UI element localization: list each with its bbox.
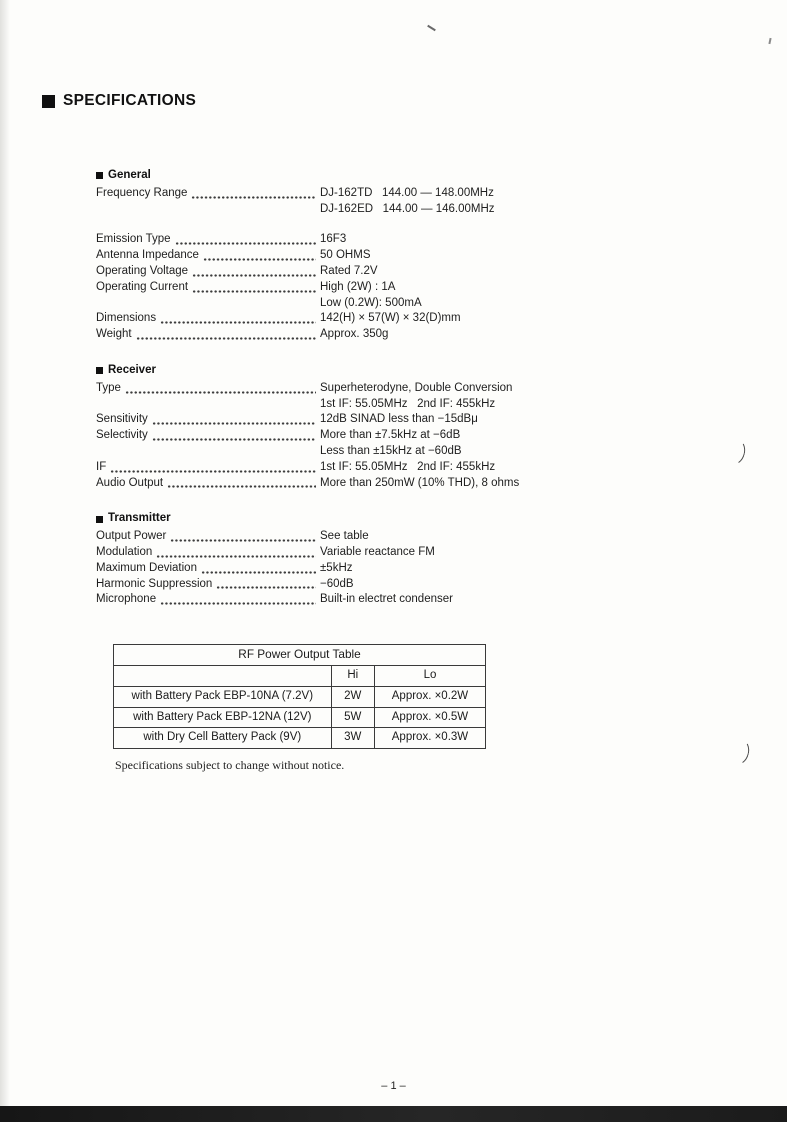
rf-table-cell: 3W xyxy=(331,728,374,749)
spec-value: More than 250mW (10% THD), 8 ohms xyxy=(320,476,520,489)
spec-value: Rated 7.2V xyxy=(320,264,378,277)
spec-row xyxy=(96,311,566,327)
spec-label: Maximum Deviation xyxy=(96,561,197,574)
spec-value: DJ-162TD 144.00 — 148.00MHz xyxy=(320,186,494,199)
spec-label: Antenna Impedance xyxy=(96,249,199,262)
spec-label: Selectivity xyxy=(96,429,148,442)
square-bullet-icon xyxy=(96,367,103,374)
dot-leader xyxy=(175,242,316,245)
spec-row xyxy=(96,412,566,428)
spec-row xyxy=(96,248,566,264)
dot-leader xyxy=(192,290,316,293)
spec-label: Frequency Range xyxy=(96,186,188,199)
section-receiver xyxy=(96,363,566,491)
spec-label: Type xyxy=(96,381,121,394)
scan-artifact-tick xyxy=(427,25,436,31)
rf-table-cell: 2W xyxy=(331,686,374,707)
rf-table-header-lo: Lo xyxy=(374,665,485,686)
spec-row xyxy=(96,280,566,312)
rf-table-cell: with Battery Pack EBP-12NA (12V) xyxy=(114,707,332,728)
rf-table-cell: Approx. ×0.5W xyxy=(374,707,485,728)
dot-leader xyxy=(152,438,316,441)
spec-label: Weight xyxy=(96,328,132,341)
spec-row xyxy=(96,381,566,413)
spec-value: 16F3 xyxy=(320,233,347,246)
spec-value: −60dB xyxy=(320,577,354,590)
scan-artifact-curve xyxy=(724,736,752,768)
spec-row xyxy=(96,577,566,593)
spec-label: Microphone xyxy=(96,593,157,606)
spec-value: Approx. 350g xyxy=(320,328,389,341)
section-heading-label: General xyxy=(108,169,151,181)
spec-value: DJ-162ED 144.00 — 146.00MHz xyxy=(320,202,495,215)
dot-leader xyxy=(201,571,316,574)
rf-table-header-blank xyxy=(114,665,332,686)
spec-label: Operating Voltage xyxy=(96,264,189,277)
rf-table-row xyxy=(114,686,486,707)
dot-leader xyxy=(160,602,316,605)
spec-row xyxy=(96,264,566,280)
rf-table-cell: 5W xyxy=(331,707,374,728)
spec-row xyxy=(96,327,566,343)
dot-leader xyxy=(156,555,316,558)
spec-value: Built-in electret condenser xyxy=(320,593,453,606)
spec-value: High (2W) : 1A xyxy=(320,280,396,293)
rf-power-output-table xyxy=(113,644,486,749)
square-bullet-icon xyxy=(42,95,55,108)
spec-label: Dimensions xyxy=(96,312,157,325)
spec-value: Variable reactance FM xyxy=(320,545,435,558)
section-general xyxy=(96,168,566,343)
page-title-block xyxy=(42,92,196,110)
page-title: SPECIFICATIONS xyxy=(63,92,197,109)
footnote: Specifications subject to change without notice. xyxy=(115,758,345,773)
rf-table-header-row xyxy=(114,665,486,686)
spec-value: See table xyxy=(320,530,369,543)
dot-leader xyxy=(125,391,316,394)
spec-value: More than ±7.5kHz at −6dB xyxy=(320,429,461,442)
spec-label: Output Power xyxy=(96,530,167,543)
spec-row xyxy=(96,232,566,248)
rf-table-title-row xyxy=(114,645,486,666)
spec-row xyxy=(96,529,566,545)
spec-value: Low (0.2W): 500mA xyxy=(320,296,422,309)
spec-row xyxy=(96,186,566,218)
rf-table-cell: with Battery Pack EBP-10NA (7.2V) xyxy=(114,686,332,707)
scan-bottom-edge xyxy=(0,1106,787,1122)
dot-leader xyxy=(216,586,316,589)
spec-label: Sensitivity xyxy=(96,413,148,426)
section-heading xyxy=(96,511,566,527)
spec-row xyxy=(96,592,566,608)
spec-row xyxy=(96,561,566,577)
spec-value: 50 OHMS xyxy=(320,249,371,262)
spec-label: Audio Output xyxy=(96,476,164,489)
dot-leader xyxy=(192,274,316,277)
spec-value: 142(H) × 57(W) × 32(D)mm xyxy=(320,312,461,325)
section-heading-label: Receiver xyxy=(108,363,156,376)
spec-value: 1st IF: 55.05MHz 2nd IF: 455kHz xyxy=(320,397,496,410)
spec-label: Harmonic Suppression xyxy=(96,577,213,590)
dot-leader xyxy=(203,258,316,261)
rf-table-cell: Approx. ×0.3W xyxy=(374,728,485,749)
spec-value: ±5kHz xyxy=(320,561,353,574)
spec-value: Superheterodyne, Double Conversion xyxy=(320,381,513,394)
spec-row xyxy=(96,428,566,460)
dot-leader xyxy=(160,321,316,324)
spec-label: IF xyxy=(96,460,107,473)
square-bullet-icon xyxy=(96,172,103,179)
spec-label: Operating Current xyxy=(96,280,189,293)
rf-table-title: RF Power Output Table xyxy=(114,645,486,666)
dot-leader xyxy=(110,470,316,473)
scan-artifact-curve xyxy=(720,436,748,468)
spec-value: 1st IF: 55.05MHz 2nd IF: 455kHz xyxy=(320,460,496,473)
dot-leader xyxy=(167,485,316,488)
spec-label: Modulation xyxy=(96,545,153,558)
scan-edge-shading xyxy=(0,0,10,1122)
page-number: – 1 – xyxy=(381,1080,406,1092)
section-heading-label: Transmitter xyxy=(108,512,171,525)
rf-table-header-hi: Hi xyxy=(331,665,374,686)
rf-table-row xyxy=(114,707,486,728)
rf-table-cell: with Dry Cell Battery Pack (9V) xyxy=(114,728,332,749)
dot-leader xyxy=(191,196,316,199)
rf-table-row xyxy=(114,728,486,749)
scan-artifact-speck xyxy=(768,38,771,44)
section-heading xyxy=(96,168,566,184)
spec-row xyxy=(96,460,566,476)
dot-leader xyxy=(152,422,316,425)
dot-leader xyxy=(170,539,316,542)
rf-table-cell: Approx. ×0.2W xyxy=(374,686,485,707)
spec-row xyxy=(96,545,566,561)
section-heading xyxy=(96,363,566,379)
spec-value: 12dB SINAD less than −15dBμ xyxy=(320,413,478,426)
spec-value: Less than ±15kHz at −60dB xyxy=(320,444,462,457)
spec-label: Emission Type xyxy=(96,233,171,246)
square-bullet-icon xyxy=(96,516,103,523)
specifications-content xyxy=(96,168,566,774)
dot-leader xyxy=(136,337,316,340)
section-transmitter xyxy=(96,511,566,608)
spec-row xyxy=(96,476,566,492)
